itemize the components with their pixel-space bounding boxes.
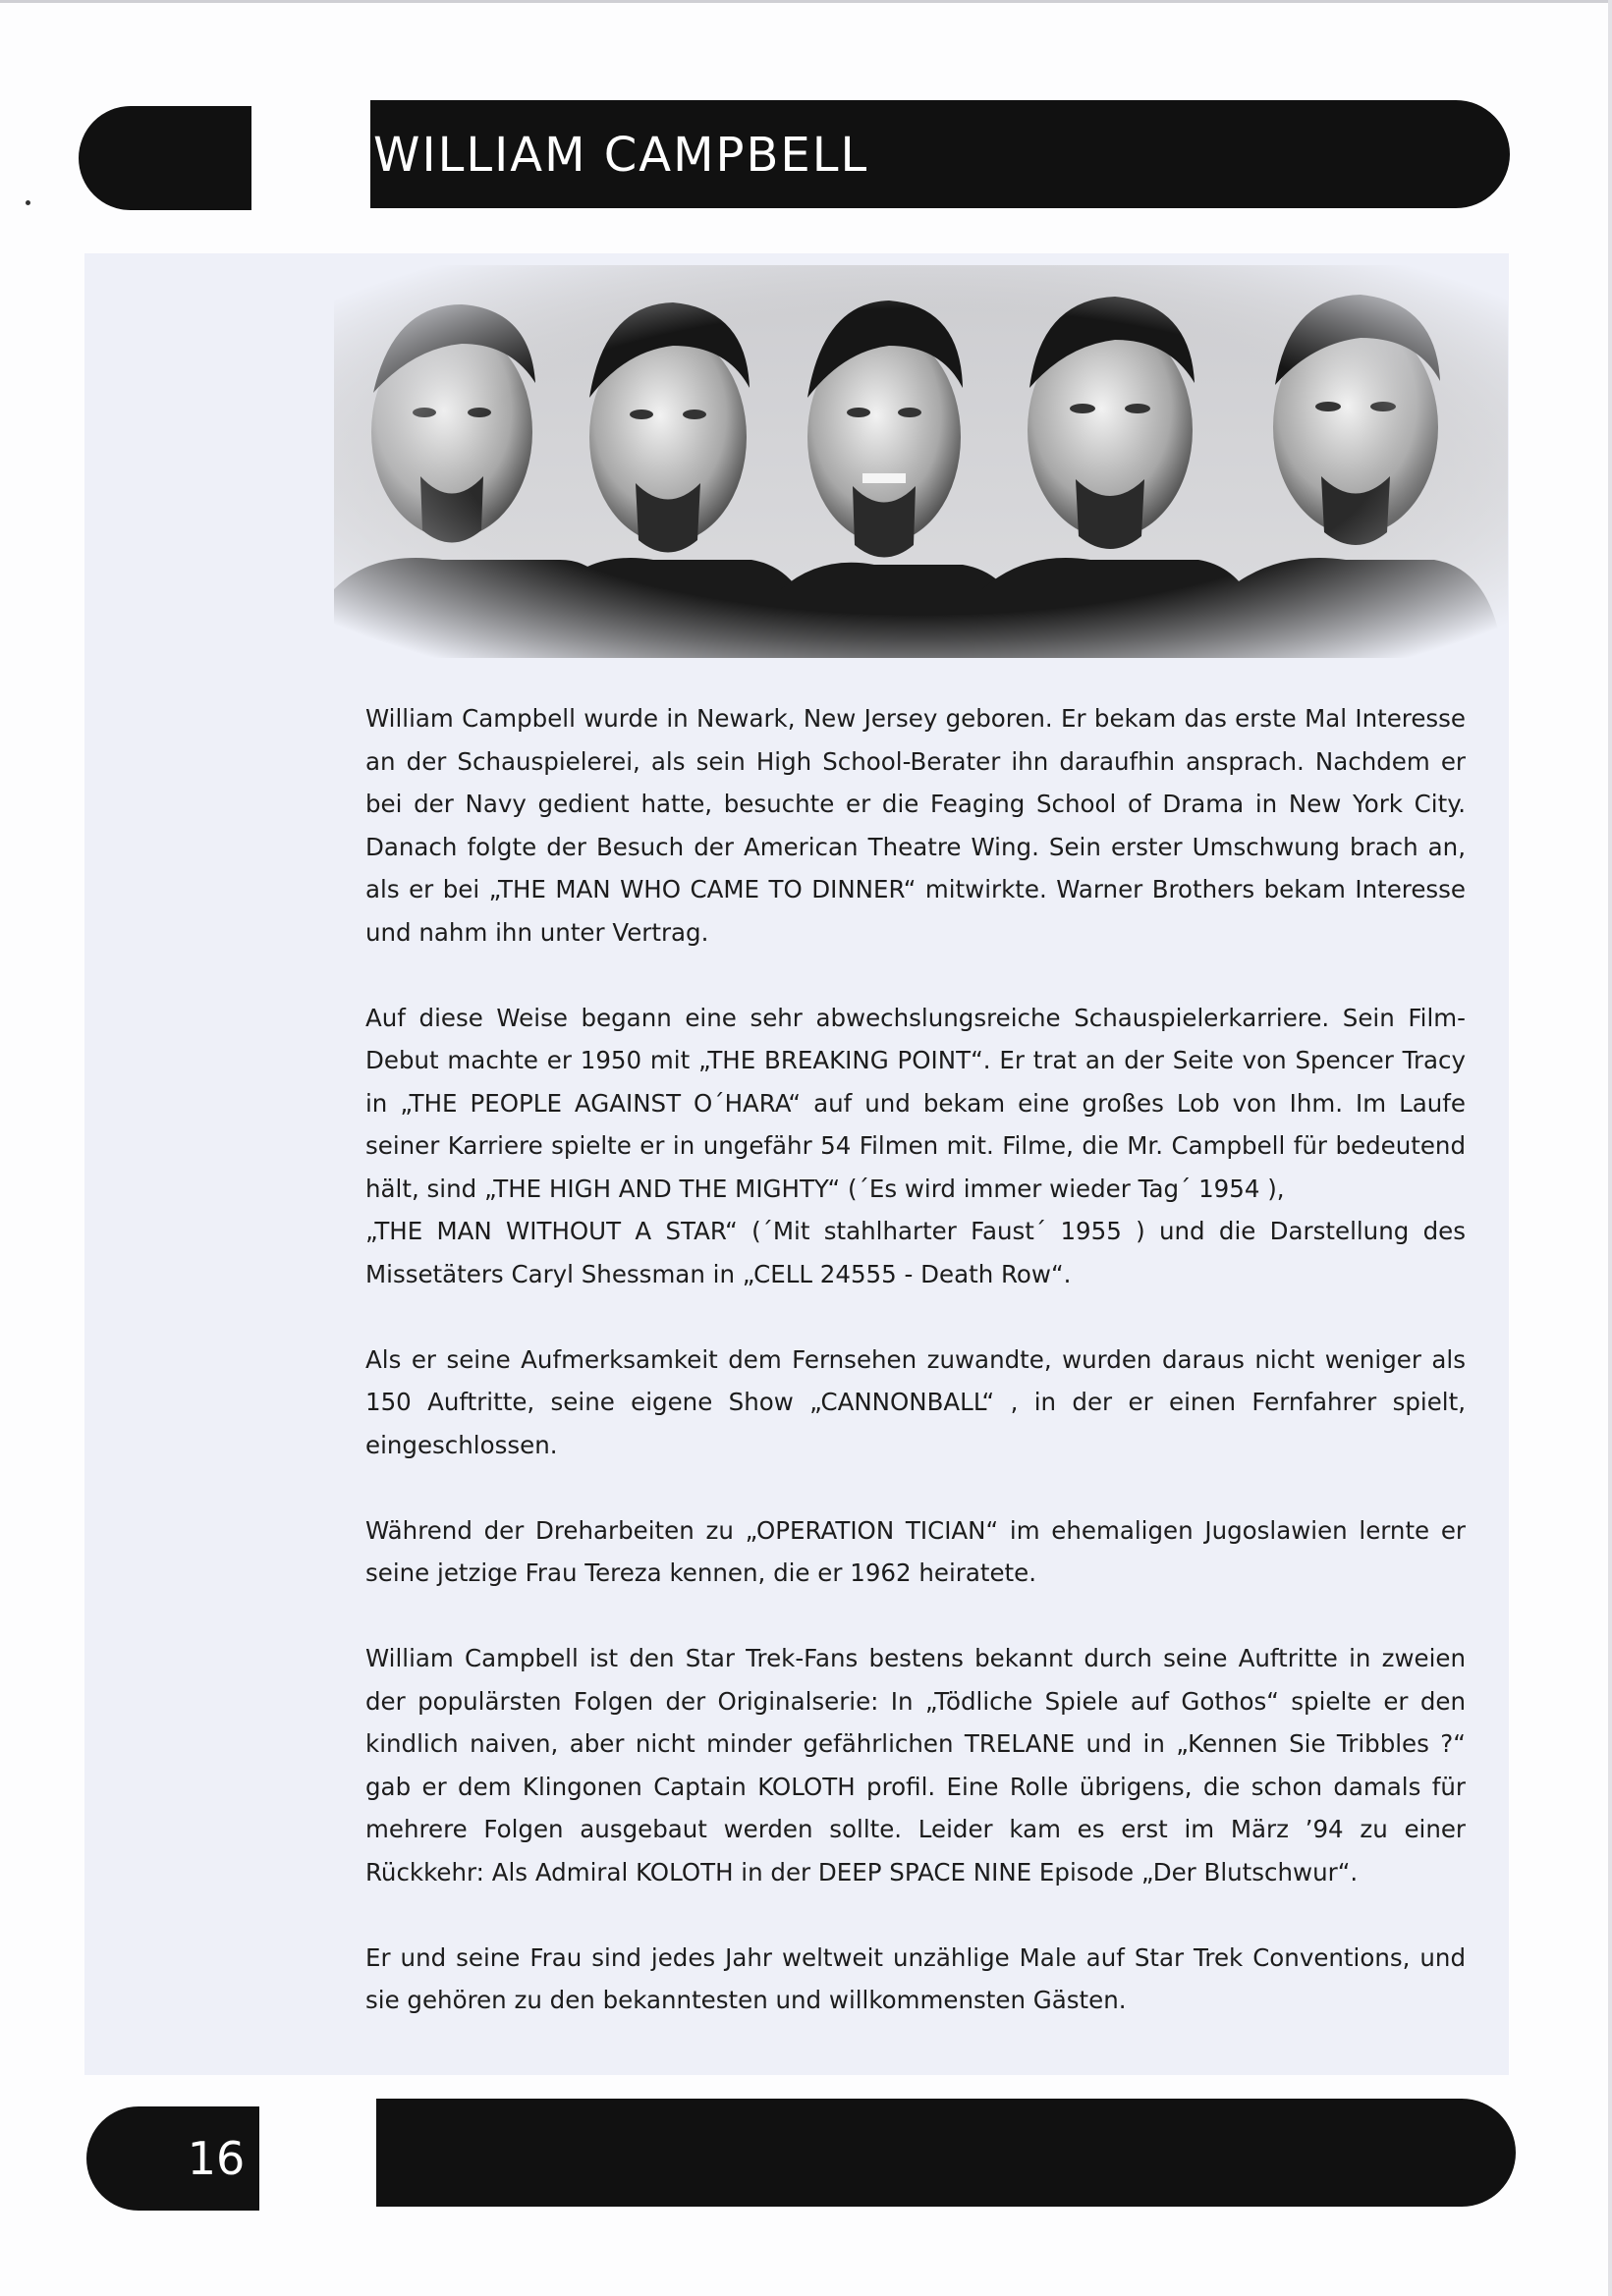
paragraph-4: Als er seine Aufmerksamkeit dem Fernsehen zuwandte, wurden daraus nicht weniger als 150 Auftritte, seine eigene Show „CANNONBALL“ , in der er einen Fernfahrer spielt, eingeschlossen. (365, 1344, 1466, 1459)
paragraph-3: „THE MAN WITHOUT A STAR“ (´Mit stahlharter Faust´ 1955 ) und die Darstellung des Missetäters Caryl Shessman in „CELL 24555 - Death Row“. (365, 1217, 1466, 1288)
portrait-strip-icon (334, 265, 1508, 658)
paragraph-7: Er und seine Frau sind jedes Jahr weltweit unzählige Male auf Star Trek Conventions, und sie gehören zu den bekanntesten und willkommensten Gästen. (365, 1942, 1466, 2014)
paragraph-6: William Campbell ist den Star Trek-Fans bestens bekannt durch seine Auftritte in zweien der populärsten Folgen der Originalserie: In „Tödliche Spiele auf Gothos“ spielte er den kindlich naiven, aber nicht minder gefährlichen TRELANE und in „Kennen Sie Tribbles ?“ gab er dem Klingonen Captain KOLOTH profil. Eine Rolle übrigens, die schon damals für mehrere Folgen ausgebaut werden sollte. Leider kam es erst im März ’94 zu einer Rückkehr: Als Admiral KOLOTH in der DEEP SPACE NINE Episode „Der Blutschwur“. (365, 1644, 1466, 1886)
paragraph-2: Auf diese Weise begann eine sehr abwechslungsreiche Schauspielerkarriere. Sein Film-Debut machte er 1950 mit „THE BREAKING POINT“. Er trat an der Seite von Spencer Tracy in „THE PEOPLE AGAINST O´HARA“ auf und bekam eine großes Lob von Ihm. Im Laufe seiner Karriere spielte er in ungefähr 54 Filmen mit. Filme, die Mr. Campbell für bedeutend hält, sind „THE HIGH AND THE MIGHTY“ (´Es wird immer wieder Tag´ 1954 ), (365, 1003, 1466, 1203)
page-top-edge (0, 0, 1612, 3)
page-number: 16 (187, 2132, 246, 2185)
header-left-tab (79, 106, 251, 210)
page-right-edge (1608, 0, 1612, 2296)
paragraph-1: William Campbell wurde in Newark, New Jersey geboren. Er bekam das erste Mal Interesse an der Schauspielerei, als sein High School-Berater ihn daraufhin ansprach. Nachdem er bei der Navy gedient hatte, besuchte er die Feaging School of Drama in New York City. Danach folgte der Besuch der American Theatre Wing. Sein erster Umschwung brach an, als er bei „THE MAN WHO CAME TO DINNER“ mitwirkte. Warner Brothers bekam Interesse und nahm ihn unter Vertrag. (365, 704, 1466, 947)
footer-bar (376, 2099, 1516, 2207)
paragraph-5: Während der Dreharbeiten zu „OPERATION TICIAN“ im ehemaligen Jugoslawien lernte er seine jetzige Frau Tereza kennen, die er 1962 heiratete. (365, 1515, 1466, 1587)
article-body (365, 697, 1466, 2064)
dust-speck (26, 200, 30, 205)
page-title: WILLIAM CAMPBELL (373, 128, 869, 183)
